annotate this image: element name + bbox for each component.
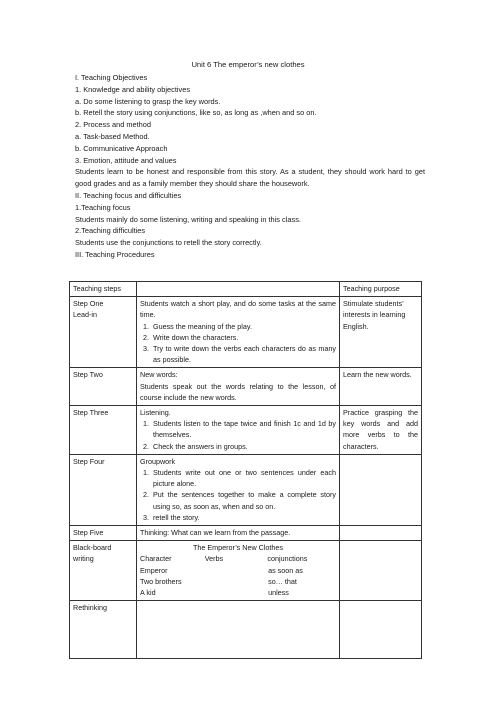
paragraph-line: a. Task-based Method. xyxy=(75,131,150,141)
purpose-cell: Learn the new words. xyxy=(340,368,422,406)
purpose-cell: Stimulate students’ interests in learning English. xyxy=(340,297,422,368)
list-item: 1. Guess the meaning of the play. xyxy=(143,321,252,331)
content-cell xyxy=(137,368,340,406)
paragraph-line: b. Communicative Approach xyxy=(75,143,168,153)
content-text: New words: xyxy=(140,370,178,380)
content-text: Students speak out the words relating to the lesson, of course include the new words. xyxy=(140,381,336,402)
list-item: 1. Students write out one or two sentences under each picture alone. xyxy=(143,468,336,489)
header-content xyxy=(137,282,340,297)
table-row xyxy=(70,526,422,541)
blackboard-row: Character Verbs conjunctions xyxy=(140,554,308,564)
table-row xyxy=(70,601,422,659)
subsection-heading: 2. Process and method xyxy=(75,120,152,130)
blackboard-row: Emperor as soon as xyxy=(140,565,303,575)
table-row xyxy=(70,541,422,601)
content-text: Students watch a short play, and do some tasks at the same time. xyxy=(140,299,336,320)
content-cell xyxy=(137,297,340,368)
paragraph: Students learn to be honest and responsible from this story. As a student, they should work hard to get good grades and as a family member they should share the housework. xyxy=(75,167,425,189)
purpose-cell: Practice grasping the key words and add more verbs to the characters. xyxy=(340,406,422,455)
blackboard-row: A kid unless xyxy=(140,588,289,598)
content-cell xyxy=(137,406,340,455)
paragraph-line: Students use the conjunctions to retell the story correctly. xyxy=(75,238,262,248)
table-row xyxy=(70,454,422,525)
content-text: Listening. xyxy=(140,408,171,418)
purpose-cell xyxy=(340,601,422,659)
step-cell: Step Four xyxy=(70,454,137,525)
list-item: 2. Put the sentences together to make a complete story using so, as soon as, when and so on. xyxy=(143,490,336,511)
content-cell xyxy=(137,454,340,525)
step-cell: Rethinking xyxy=(70,601,137,659)
paragraph-line: b. Retell the story using conjunctions, like so, as long as ,when and so on. xyxy=(75,108,317,118)
blackboard-title: The Emperor’s New Clothes xyxy=(192,543,283,553)
table-header-row xyxy=(70,282,422,297)
step-cell: Step Three xyxy=(70,406,137,455)
step-cell: Step Five xyxy=(70,526,137,541)
list-item: 2. Check the answers in groups. xyxy=(143,441,248,451)
list-item: 3. retell the story. xyxy=(143,512,200,522)
content-cell xyxy=(137,601,340,659)
table-row xyxy=(70,297,422,368)
table-row xyxy=(70,368,422,406)
procedures-table xyxy=(69,281,422,659)
content-text: Groupwork xyxy=(140,456,176,466)
purpose-cell xyxy=(340,454,422,525)
header-steps: Teaching steps xyxy=(70,282,137,297)
purpose-cell xyxy=(340,526,422,541)
content-cell: Thinking: What can we learn from the passage. xyxy=(137,526,340,541)
paragraph-line: Students mainly do some listening, writing and speaking in this class. xyxy=(75,214,301,224)
document-body xyxy=(75,72,425,261)
section-heading: III. Teaching Procedures xyxy=(75,249,155,259)
step-cell: Step Two xyxy=(70,368,137,406)
section-heading: I. Teaching Objectives xyxy=(75,73,148,82)
step-cell: Black-board writing xyxy=(70,541,137,601)
subsection-heading: 1. Knowledge and ability objectives xyxy=(75,84,191,94)
item-list xyxy=(140,321,336,366)
item-list xyxy=(140,418,336,452)
paragraph-line: a. Do some listening to grasp the key words. xyxy=(75,96,221,106)
step-cell: Step One Lead-in xyxy=(70,297,137,368)
item-list xyxy=(140,467,336,523)
list-item: 2. Write down the characters. xyxy=(143,332,239,342)
document-title: Unit 6 The emperor’s new clothes xyxy=(191,60,305,69)
table-row xyxy=(70,406,422,455)
purpose-cell xyxy=(340,541,422,601)
subsection-heading: 1.Teaching focus xyxy=(75,202,131,212)
blackboard-row: Two brothers so… that xyxy=(140,576,297,586)
list-item: 1. Students listen to the tape twice and finish 1c and 1d by themselves. xyxy=(143,419,336,440)
section-heading: II. Teaching focus and difficulties xyxy=(75,190,182,200)
header-purpose: Teaching purpose xyxy=(340,282,422,297)
blackboard-cell xyxy=(137,541,340,601)
subsection-heading: 3. Emotion, attitude and values xyxy=(75,155,177,165)
list-item: 3. Try to write down the verbs each characters do as many as possible. xyxy=(143,344,336,365)
subsection-heading: 2.Teaching difficulties xyxy=(75,226,146,236)
